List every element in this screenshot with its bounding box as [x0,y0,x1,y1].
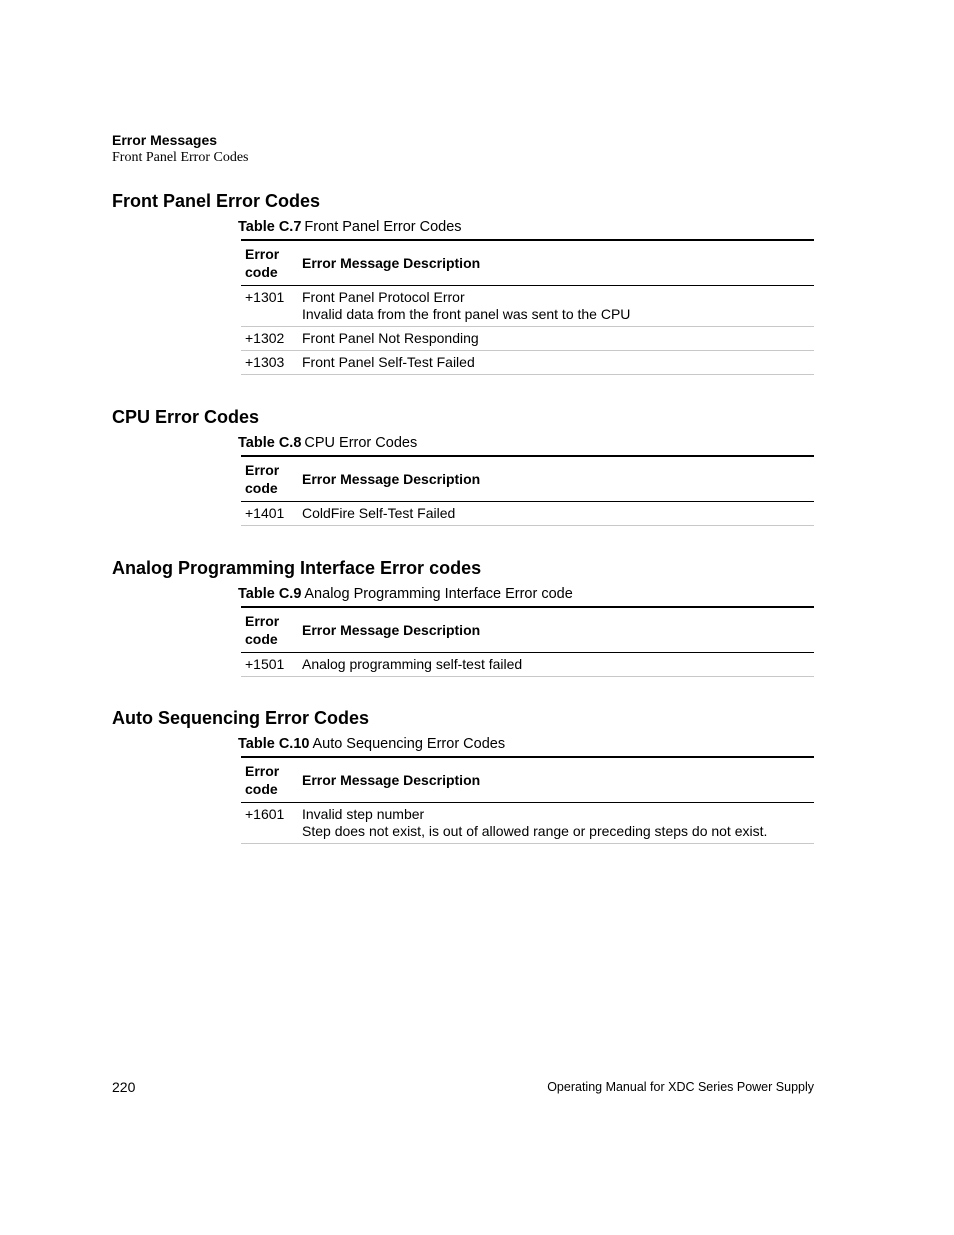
table-row [241,653,814,677]
error-description-cell [298,653,814,677]
column-header-description: Error Message Description [302,622,481,638]
error-code-cell: +1401 [245,505,285,521]
column-header-code: Error code [245,462,280,496]
table-header-row [241,757,814,803]
manual-title: Operating Manual for XDC Series Power Supply [547,1080,814,1094]
error-message: Front Panel Self-Test Failed [302,354,475,370]
column-header-code: Error code [245,613,280,647]
column-header-code: Error code [245,763,280,797]
error-detail: Invalid data from the front panel was sent to the CPU [302,306,631,322]
error-table [241,455,814,526]
error-description-cell [298,502,814,526]
running-head-title: Error Messages [112,132,218,148]
error-description-cell [298,803,814,844]
running-head [112,131,248,167]
error-table [241,606,814,677]
table-caption-label: Table C.9 [238,586,302,602]
table-caption-text: Analog Programming Interface Error code [304,586,573,602]
table-row [241,502,814,526]
table-row [241,803,814,844]
error-description-cell [298,327,814,351]
table-caption-label: Table C.10 [238,736,310,752]
error-detail: Step does not exist, is out of allowed range or preceding steps do not exist. [302,823,768,839]
table-row [241,286,814,327]
error-description-cell [298,286,814,327]
column-header-code: Error code [245,246,280,280]
table-header-row [241,607,814,653]
running-head-subtitle: Front Panel Error Codes [112,150,249,165]
error-code-cell: +1303 [245,354,285,370]
table-caption-label: Table C.7 [238,219,302,235]
section-analog-programming [112,557,814,677]
table-caption [238,218,814,236]
column-header-description: Error Message Description [302,772,481,788]
table-row [241,327,814,351]
page-number: 220 [112,1079,136,1095]
table-caption [238,735,814,753]
error-message: Analog programming self-test failed [302,656,523,672]
error-code-cell: +1601 [245,806,285,822]
table-caption-label: Table C.8 [238,435,302,451]
error-message: Front Panel Not Responding [302,330,479,346]
error-table [241,756,814,844]
column-header-description: Error Message Description [302,471,481,487]
section-heading: CPU Error Codes [112,407,260,427]
error-table [241,239,814,375]
column-header-description: Error Message Description [302,255,481,271]
section-cpu [112,406,814,526]
section-auto-sequencing [112,707,814,844]
error-code-cell: +1302 [245,330,285,346]
error-code-cell: +1301 [245,289,285,305]
error-code-cell: +1501 [245,656,285,672]
table-row [241,351,814,375]
table-caption-text: Front Panel Error Codes [304,219,462,235]
table-header-row [241,456,814,502]
table-caption-text: CPU Error Codes [304,435,418,451]
section-heading: Analog Programming Interface Error codes [112,558,482,578]
error-message: ColdFire Self-Test Failed [302,505,456,521]
table-caption [238,585,814,603]
section-front-panel [112,190,814,375]
error-message: Invalid step number [302,806,425,822]
section-heading: Auto Sequencing Error Codes [112,708,370,728]
error-description-cell [298,351,814,375]
table-caption-text: Auto Sequencing Error Codes [312,736,506,752]
table-header-row [241,240,814,286]
error-message: Front Panel Protocol Error [302,289,465,305]
table-caption [238,434,814,452]
section-heading: Front Panel Error Codes [112,191,321,211]
